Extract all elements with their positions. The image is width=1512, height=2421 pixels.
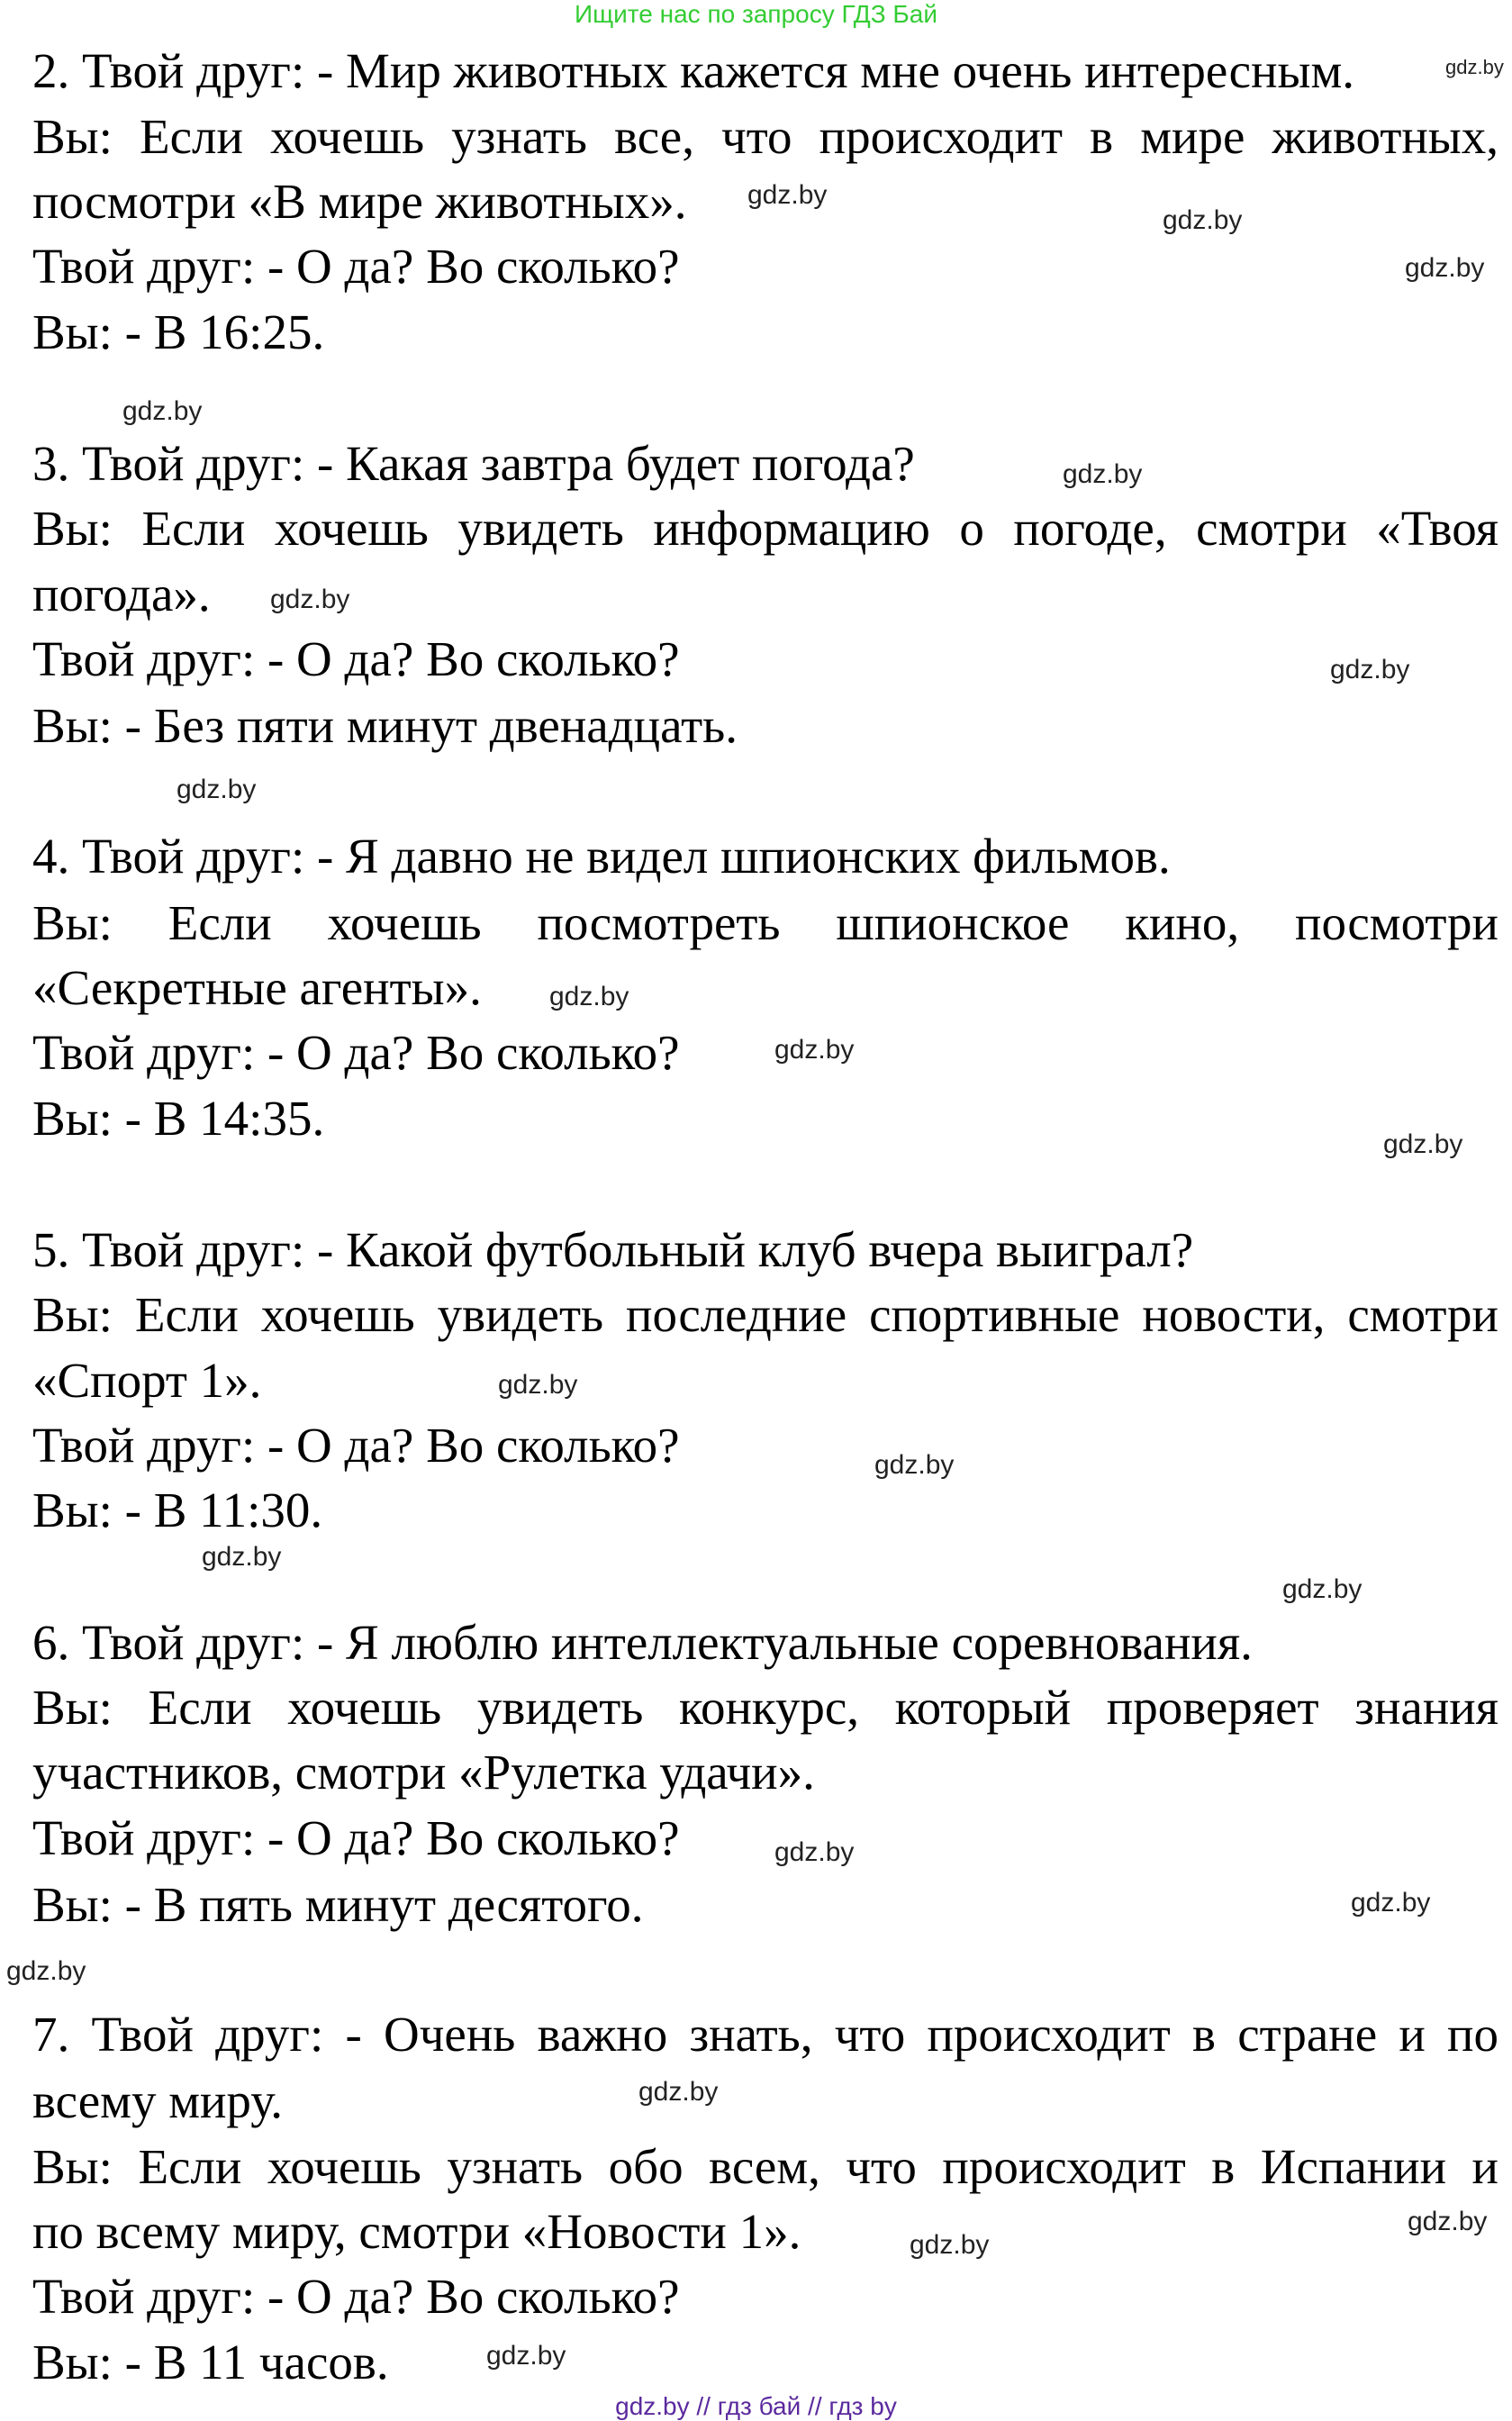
watermark: gdz.by: [6, 1956, 86, 1986]
watermark: gdz.by: [270, 585, 350, 614]
watermark: gdz.by: [1330, 655, 1410, 685]
watermark: gdz.by: [1405, 253, 1485, 283]
watermark: gdz.by: [1163, 205, 1243, 235]
watermark: gdz.by: [1445, 56, 1504, 78]
dialogue-line: Вы: - В пять минут десятого.: [32, 1877, 644, 1932]
watermark: gdz.by: [774, 1035, 855, 1065]
dialogue-line: 5. Твой друг: - Какой футбольный клуб вчера выиграл?: [32, 1222, 1194, 1277]
dialogue-line: Вы: - В 16:25.: [32, 304, 325, 359]
watermark: gdz.by: [202, 1542, 282, 1572]
dialogue-line: Твой друг: - О да? Во сколько?: [32, 1810, 680, 1865]
dialogue-line: Вы: Если хочешь увидеть последние спортивные новости, смотри: [32, 1287, 1498, 1342]
watermark: gdz.by: [1383, 1129, 1463, 1159]
dialogue-line: Вы: - В 11:30.: [32, 1483, 323, 1537]
dialogue-line: Вы: Если хочешь увидеть конкурс, который проверяет знания: [32, 1680, 1498, 1735]
dialogue-line: 2. Твой друг: - Мир животных кажется мне очень интересным.: [32, 43, 1355, 98]
dialogue-line: 7. Твой друг: - Очень важно знать, что происходит в стране и по: [32, 2007, 1498, 2062]
dialogue-line: Твой друг: - О да? Во сколько?: [32, 1025, 680, 1080]
dialogue-line: посмотри «В мире животных».: [32, 174, 687, 229]
dialogue-line: Вы: Если хочешь узнать обо всем, что происходит в Испании и: [32, 2139, 1498, 2194]
dialogue-line: Вы: - В 11 часов.: [32, 2335, 389, 2389]
dialogue-line: всему миру.: [32, 2073, 283, 2128]
dialogue-line: 3. Твой друг: - Какая завтра будет погода?: [32, 436, 915, 491]
dialogue-line: «Спорт 1».: [32, 1353, 262, 1408]
dialogue-line: Твой друг: - О да? Во сколько?: [32, 239, 680, 294]
dialogue-line: Вы: Если хочешь увидеть информацию о погоде, смотри «Твоя: [32, 501, 1498, 556]
dialogue-line: погода».: [32, 567, 211, 621]
dialogue-line: 6. Твой друг: - Я люблю интеллектуальные соревнования.: [32, 1615, 1253, 1670]
site-footer: gdz.by // гдз бай // гдз by: [615, 2392, 897, 2420]
watermark: gdz.by: [910, 2230, 990, 2260]
dialogue-line: «Секретные агенты».: [32, 960, 482, 1015]
dialogue-line: Вы: Если хочешь узнать все, что происходит в мире животных,: [32, 109, 1498, 164]
dialogue-line: Твой друг: - О да? Во сколько?: [32, 2269, 680, 2324]
dialogue-line: Твой друг: - О да? Во сколько?: [32, 1418, 680, 1473]
dialogue-line: участников, смотри «Рулетка удачи».: [32, 1745, 815, 1800]
watermark: gdz.by: [1408, 2207, 1488, 2236]
watermark: gdz.by: [498, 1370, 578, 1400]
watermark: gdz.by: [774, 1837, 855, 1867]
watermark: gdz.by: [122, 396, 203, 426]
watermark: gdz.by: [177, 775, 257, 804]
dialogue-line: 4. Твой друг: - Я давно не видел шпионских фильмов.: [32, 829, 1171, 884]
watermark: gdz.by: [874, 1450, 955, 1480]
watermark: gdz.by: [638, 2077, 719, 2107]
search-hint-header: Ищите нас по запросу ГДЗ Бай: [574, 0, 938, 28]
watermark: gdz.by: [1063, 459, 1143, 489]
dialogue-line: Вы: - Без пяти минут двенадцать.: [32, 698, 738, 753]
watermark: gdz.by: [1351, 1888, 1431, 1918]
dialogue-line: Твой друг: - О да? Во сколько?: [32, 631, 680, 686]
watermark: gdz.by: [486, 2341, 566, 2371]
dialogue-line: Вы: Если хочешь посмотреть шпионское кино, посмотри: [32, 895, 1498, 950]
dialogue-line: по всему миру, смотри «Новости 1».: [32, 2204, 801, 2259]
watermark: gdz.by: [1282, 1574, 1363, 1604]
watermark: gdz.by: [549, 982, 629, 1011]
watermark: gdz.by: [747, 180, 828, 210]
dialogue-line: Вы: - В 14:35.: [32, 1091, 325, 1146]
